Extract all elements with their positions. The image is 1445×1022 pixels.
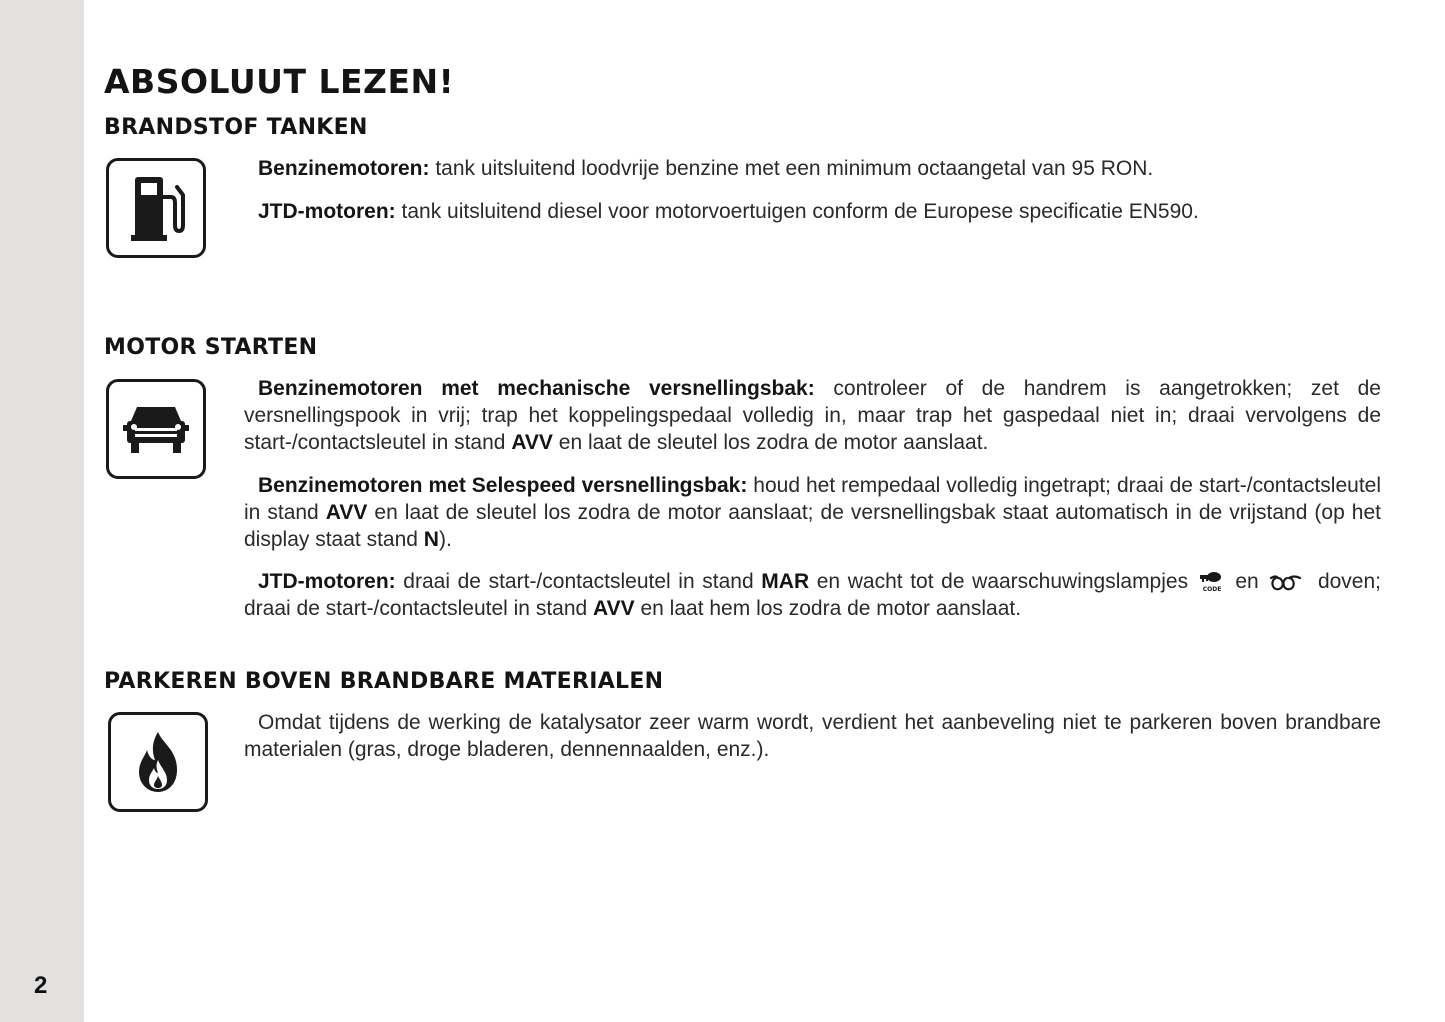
paragraph-start-selespeed: [244, 472, 1381, 553]
text-selespeed-c: ).: [438, 528, 452, 551]
paragraph-start-manual: [244, 375, 1381, 456]
flame-icon: [133, 730, 183, 794]
section-heading-fuel: BRANDSTOF TANKEN: [104, 115, 368, 140]
flame-icon-box: [108, 712, 208, 812]
text-manual-b: en laat de sleutel los zodra de motor aanslaat.: [552, 431, 989, 454]
text-jtd-c: en: [1227, 570, 1267, 593]
text-jtd-a: draai de start-/contactsleutel in stand: [395, 570, 762, 593]
label-jtd-engines: JTD-motoren:: [258, 570, 396, 593]
text-jtd-e: en laat hem los zodra de motor aanslaat.: [634, 597, 1022, 620]
paragraph-start-jtd: [244, 568, 1381, 622]
label-jtd-engines: JTD-motoren:: [258, 200, 396, 223]
text-diesel-fuel: tank uitsluitend diesel voor motorvoertuigen conform de Europese specificatie EN590.: [395, 200, 1199, 223]
key-position-avv: AVV: [325, 501, 368, 524]
label-selespeed-gearbox: Benzinemotoren met Selespeed versnellingsbak:: [258, 474, 748, 497]
car-icon-box: [106, 379, 206, 479]
page-margin-strip: [0, 0, 84, 1022]
text-petrol-fuel: tank uitsluitend loodvrije benzine met een minimum octaangetal van 95 RON.: [429, 157, 1154, 180]
paragraph-parking: Omdat tijdens de werking de katalysator zeer warm wordt, verdient het aanbeveling niet te parkeren boven brandbare materialen (gras, droge bladeren, dennennaalden, enz.).: [244, 711, 1381, 761]
code-key-warning-lamp-icon: [1198, 570, 1226, 592]
key-position-avv: AVV: [593, 597, 635, 620]
fuel-pump-icon: [125, 173, 187, 243]
section-heading-start: MOTOR STARTEN: [104, 335, 318, 360]
page-number: 2: [34, 972, 48, 999]
page-title: ABSOLUUT LEZEN!: [104, 62, 455, 101]
text-selespeed-a: houd het rempedaal volledig ingetrapt; draai de start-/contactsleutel in stand: [244, 474, 1381, 524]
text-jtd-d: doven; draai de start-/contactsleutel in stand: [244, 570, 1382, 620]
paragraph-fuel-diesel: [244, 198, 1381, 225]
gear-position-n: N: [423, 528, 439, 551]
label-manual-gearbox: Benzinemotoren met mechanische versnellingsbak:: [258, 377, 815, 400]
section-heading-parking: PARKEREN BOVEN BRANDBARE MATERIALEN: [104, 669, 664, 694]
paragraph-fuel-petrol: [244, 155, 1381, 182]
key-position-mar: MAR: [761, 570, 810, 593]
code-lamp-label: CODE: [1202, 586, 1222, 592]
fuel-pump-icon-box: [106, 158, 206, 258]
text-jtd-b: en wacht tot de waarschuwingslampjes: [809, 570, 1196, 593]
car-icon: [123, 401, 189, 457]
text-manual-a: controleer of de handrem is aangetrokken; zet de versnellingspook in vrij; trap het koppelingspedaal volledig in, maar trap het gaspedaal niet in; draai vervolgens de start-/contactsleutel in stand: [244, 377, 1381, 454]
text-selespeed-b: en laat de sleutel los zodra de motor aanslaat; de versnellingsbak staat automatisch in de vrijstand (op het display staat stand: [244, 501, 1381, 551]
key-position-avv: AVV: [511, 431, 553, 454]
glow-plug-warning-lamp-icon: [1268, 574, 1308, 592]
label-petrol-engines: Benzinemotoren:: [258, 157, 430, 180]
